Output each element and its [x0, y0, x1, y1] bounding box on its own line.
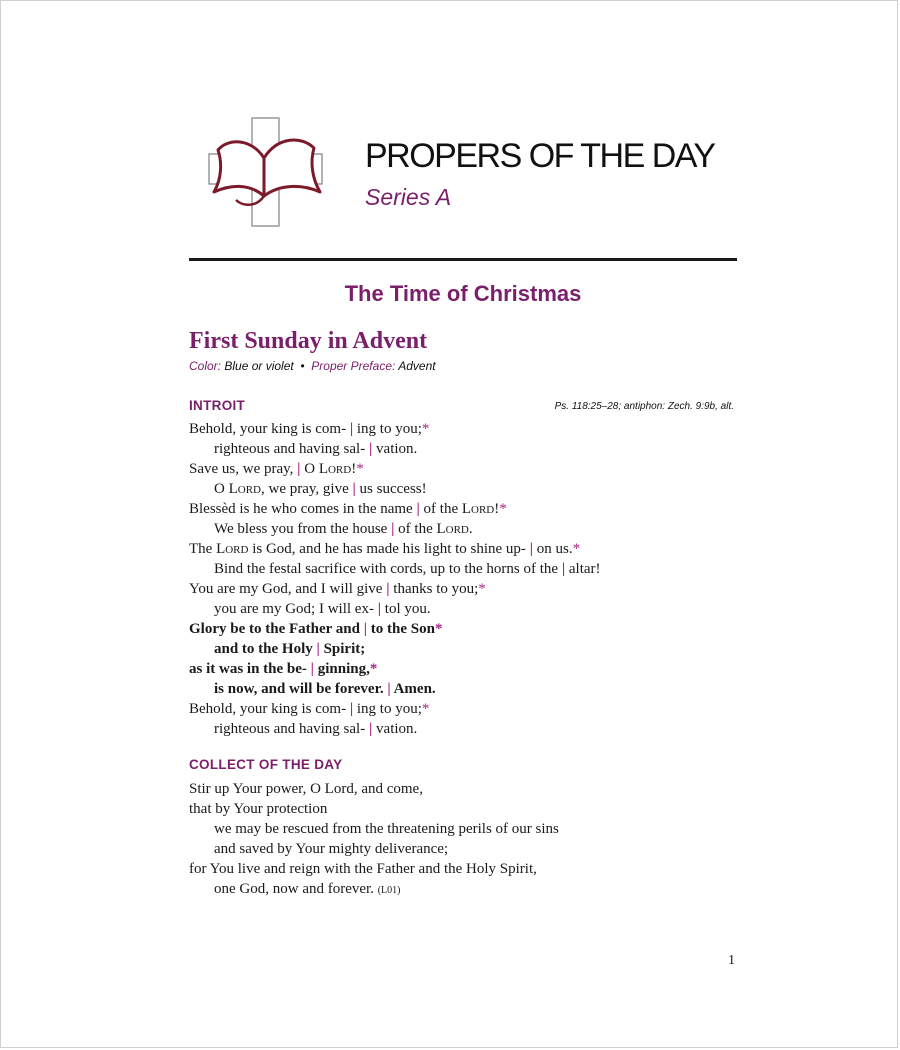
- line-fragment: one God, now and forever.: [214, 881, 378, 897]
- pointing-bar: |: [316, 641, 320, 657]
- line-fragment: as it was in the be-: [189, 661, 311, 677]
- text-line: [189, 619, 749, 639]
- cross-open-book-logo: [206, 116, 326, 228]
- line-fragment: Amen.: [390, 681, 436, 697]
- pointing-bar: |: [352, 481, 356, 497]
- pointing-bar: |: [377, 601, 382, 617]
- line-fragment: Save us, we pray,: [189, 461, 298, 477]
- line-fragment: on us.: [533, 541, 573, 557]
- text-line: [189, 659, 749, 679]
- line-fragment: to the Son: [367, 621, 435, 637]
- line-fragment: and saved by Your mighty deliverance;: [214, 841, 449, 857]
- text-line: [189, 719, 749, 739]
- liturgical-meta: [189, 359, 436, 373]
- text-line: [189, 879, 749, 899]
- asterisk-marker: *: [499, 501, 507, 517]
- text-line: [189, 699, 749, 719]
- page-number: 1: [728, 953, 735, 968]
- section-title: The Time of Christmas: [344, 281, 582, 306]
- line-fragment: Lord: [216, 541, 249, 557]
- introit-reference: Ps. 118:25–28; antiphon: Zech. 9:9b, alt.: [554, 401, 734, 412]
- line-fragment: , we pray, give: [260, 481, 353, 497]
- introit-heading: INTROIT: [189, 398, 246, 413]
- text-line: [189, 779, 749, 799]
- line-fragment: you are my God; I will ex-: [214, 601, 378, 617]
- line-fragment: We bless you from the house: [214, 521, 392, 537]
- line-fragment: You are my God, and I will give: [189, 581, 387, 597]
- line-fragment: for You live and reign with the Father and the Holy Spirit,: [189, 861, 537, 877]
- line-fragment: righteous and having sal-: [214, 441, 369, 457]
- line-fragment: O: [214, 481, 229, 497]
- line-fragment: ginning,: [313, 661, 370, 677]
- line-fragment: Spirit;: [319, 641, 366, 657]
- text-line: [189, 819, 749, 839]
- pointing-bar: |: [310, 661, 314, 677]
- line-fragment: Glory be to the Father and: [189, 621, 364, 637]
- text-line: [189, 579, 749, 599]
- pointing-bar: |: [349, 421, 354, 437]
- pointing-bar: |: [529, 541, 533, 557]
- pointing-bar: |: [363, 621, 368, 637]
- pointing-bar: |: [368, 721, 373, 737]
- collect-text: [189, 779, 749, 899]
- text-line: [189, 639, 749, 659]
- line-fragment: !: [494, 501, 500, 517]
- line-fragment: Behold, your king is com-: [189, 701, 350, 717]
- pointing-bar: |: [416, 501, 420, 517]
- line-fragment: O: [300, 461, 319, 477]
- line-fragment: Stir up Your power, O Lord, and come,: [189, 781, 423, 797]
- preface-value: Advent: [398, 359, 436, 373]
- line-fragment: righteous and having sal-: [214, 721, 369, 737]
- series-subtitle: Series A: [365, 184, 452, 210]
- line-fragment: and to the Holy: [214, 641, 317, 657]
- line-fragment: vation.: [372, 721, 418, 737]
- pointing-bar: |: [391, 521, 395, 537]
- text-line: [189, 799, 749, 819]
- line-fragment: Lord: [228, 481, 261, 497]
- line-fragment: vation.: [372, 441, 418, 457]
- text-line: [189, 499, 749, 519]
- color-value: Blue or violet: [224, 359, 294, 373]
- asterisk-marker: *: [421, 421, 430, 437]
- pointing-bar: |: [386, 581, 390, 597]
- asterisk-marker: *: [356, 461, 364, 477]
- header-divider: [189, 258, 737, 261]
- line-fragment: Lord: [436, 521, 469, 537]
- line-fragment: we may be rescued from the threatening perils of our sins: [214, 821, 559, 837]
- line-fragment: !: [351, 461, 357, 477]
- text-line: [189, 559, 749, 579]
- text-line: [189, 539, 749, 559]
- pointing-bar: |: [297, 461, 301, 477]
- asterisk-marker: *: [572, 541, 581, 557]
- preface-label: Proper Preface:: [311, 359, 396, 373]
- text-line: [189, 479, 749, 499]
- line-fragment: (L01): [377, 885, 401, 896]
- sunday-title: First Sunday in Advent: [189, 328, 428, 354]
- text-line: [189, 599, 749, 619]
- pointing-bar: |: [387, 681, 391, 697]
- meta-bullet: •: [300, 359, 305, 373]
- line-fragment: ing to you;: [353, 701, 422, 717]
- asterisk-marker: *: [434, 621, 443, 637]
- line-fragment: that by Your protection: [189, 801, 328, 817]
- line-fragment: is now, and will be forever.: [214, 681, 388, 697]
- line-fragment: of the: [394, 521, 437, 537]
- introit-text: [189, 419, 749, 739]
- collect-heading: COLLECT OF THE DAY: [189, 757, 343, 772]
- line-fragment: Lord: [318, 461, 352, 477]
- text-line: [189, 519, 749, 539]
- line-fragment: ing to you;: [353, 421, 422, 437]
- text-line: [189, 439, 749, 459]
- line-fragment: The: [189, 541, 217, 557]
- text-line: [189, 459, 749, 479]
- line-fragment: Blessèd is he who comes in the name: [189, 501, 417, 517]
- line-fragment: us success!: [355, 481, 427, 497]
- line-fragment: altar!: [565, 561, 601, 577]
- line-fragment: Behold, your king is com-: [189, 421, 350, 437]
- line-fragment: is God, and he has made his light to shine up-: [248, 541, 530, 557]
- line-fragment: thanks to you;: [389, 581, 479, 597]
- pointing-bar: |: [368, 441, 373, 457]
- text-line: [189, 839, 749, 859]
- asterisk-marker: *: [369, 661, 378, 677]
- color-label: Color:: [189, 359, 222, 373]
- line-fragment: Lord: [461, 501, 495, 517]
- line-fragment: of the: [419, 501, 462, 517]
- pointing-bar: |: [561, 561, 566, 577]
- line-fragment: Bind the festal sacrifice with cords, up to the horns of the: [214, 561, 562, 577]
- pointing-bar: |: [349, 701, 354, 717]
- text-line: [189, 419, 749, 439]
- line-fragment: .: [468, 521, 473, 537]
- asterisk-marker: *: [478, 581, 486, 597]
- line-fragment: tol you.: [381, 601, 431, 617]
- page-title: PROPERS OF THE DAY: [365, 137, 715, 175]
- asterisk-marker: *: [421, 701, 430, 717]
- text-line: [189, 679, 749, 699]
- text-line: [189, 859, 749, 879]
